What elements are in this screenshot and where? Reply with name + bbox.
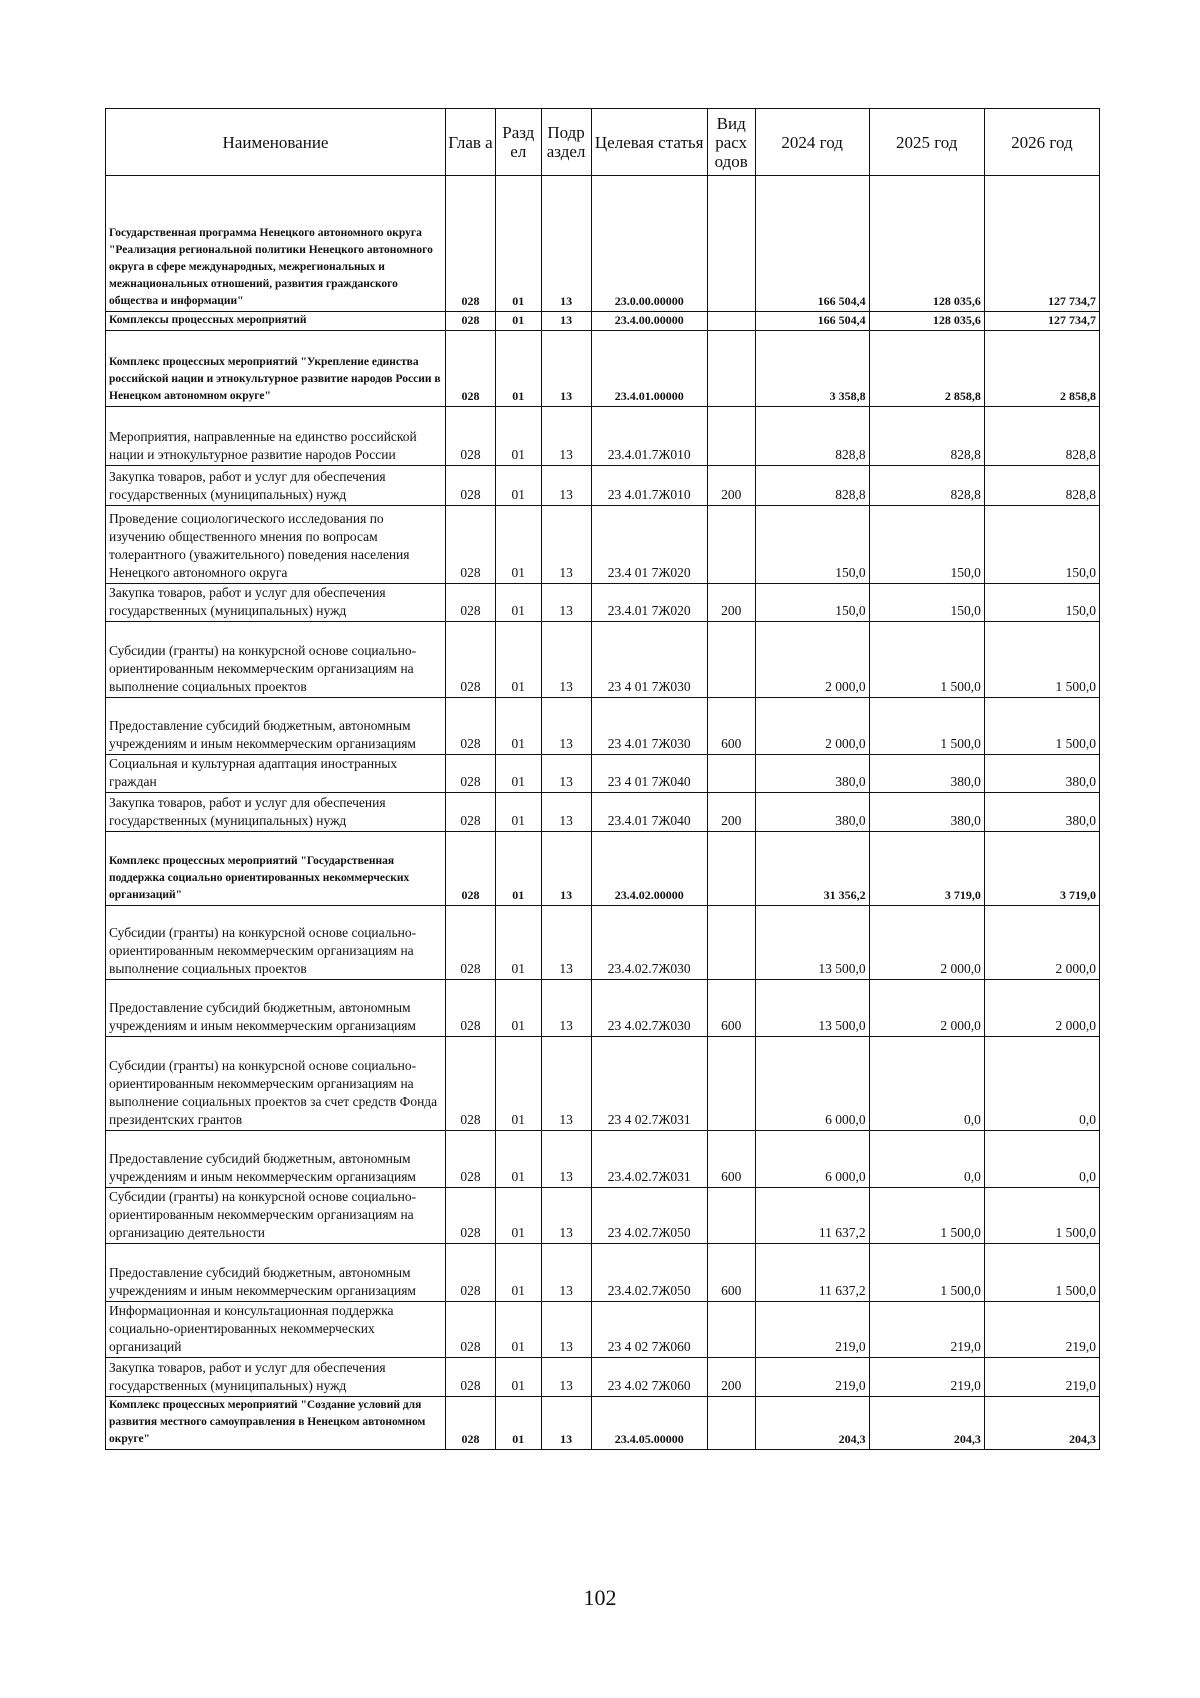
cell-glava: 028	[446, 1131, 496, 1188]
cell-expense-type	[707, 1188, 755, 1244]
cell-article: 23.4.05.00000	[591, 1397, 707, 1450]
cell-glava: 028	[446, 1037, 496, 1131]
cell-2025: 128 035,6	[869, 176, 984, 312]
cell-podrazdel: 13	[541, 312, 591, 331]
cell-2025: 2 000,0	[869, 980, 984, 1037]
cell-article: 23 4.02.7Ж050	[591, 1188, 707, 1244]
cell-razdel: 01	[495, 622, 541, 698]
cell-2025: 3 719,0	[869, 832, 984, 906]
table-row	[106, 1358, 1100, 1397]
table-row	[106, 506, 1100, 584]
cell-expense-type	[707, 407, 755, 466]
cell-2025: 1 500,0	[869, 622, 984, 698]
cell-expense-type	[707, 506, 755, 584]
cell-2025: 1 500,0	[869, 1244, 984, 1302]
header-article: Целевая статья	[591, 109, 707, 176]
table-row	[106, 793, 1100, 832]
cell-2025: 380,0	[869, 793, 984, 832]
cell-2026: 3 719,0	[984, 832, 1099, 906]
cell-podrazdel: 13	[541, 622, 591, 698]
table-row	[106, 980, 1100, 1037]
cell-glava: 028	[446, 1397, 496, 1450]
cell-podrazdel: 13	[541, 506, 591, 584]
cell-2024: 219,0	[755, 1358, 869, 1397]
cell-razdel: 01	[495, 1358, 541, 1397]
cell-glava: 028	[446, 755, 496, 793]
cell-expense-type: 600	[707, 980, 755, 1037]
table-row	[106, 755, 1100, 793]
cell-expense-type: 200	[707, 466, 755, 506]
table-row	[106, 176, 1100, 312]
cell-2024: 11 637,2	[755, 1244, 869, 1302]
cell-name: Комплексы процессных мероприятий	[106, 312, 446, 331]
cell-2024: 3 358,8	[755, 331, 869, 407]
cell-podrazdel: 13	[541, 1397, 591, 1450]
cell-name: Закупка товаров, работ и услуг для обеспечения государственных (муниципальных) нужд	[106, 466, 446, 506]
cell-article: 23.4 01 7Ж020	[591, 506, 707, 584]
cell-2024: 828,8	[755, 407, 869, 466]
cell-2024: 13 500,0	[755, 906, 869, 980]
cell-podrazdel: 13	[541, 331, 591, 407]
cell-podrazdel: 13	[541, 466, 591, 506]
cell-2024: 150,0	[755, 506, 869, 584]
cell-2026: 204,3	[984, 1397, 1099, 1450]
table-row	[106, 1131, 1100, 1188]
cell-expense-type: 200	[707, 793, 755, 832]
cell-podrazdel: 13	[541, 980, 591, 1037]
cell-article: 23.4.02.00000	[591, 832, 707, 906]
cell-article: 23 4 02 7Ж060	[591, 1302, 707, 1358]
table-row	[106, 584, 1100, 622]
cell-expense-type	[707, 1302, 755, 1358]
cell-glava: 028	[446, 584, 496, 622]
cell-name: Комплекс процессных мероприятий "Укрепление единства российской нации и этнокультурное развитие народов России в Ненецком автономном округе"	[106, 331, 446, 407]
cell-name: Информационная и консультационная поддержка социально-ориентированных некоммерческих организаций	[106, 1302, 446, 1358]
cell-name: Субсидии (гранты) на конкурсной основе социально-ориентированным некоммерческим организациям на выполнение социальных проектов	[106, 906, 446, 980]
cell-name: Субсидии (гранты) на конкурсной основе социально-ориентированным некоммерческим организациям на выполнение социальных проектов за счет средств Фонда президентских грантов	[106, 1037, 446, 1131]
cell-article: 23.4.02.7Ж031	[591, 1131, 707, 1188]
table-row	[106, 466, 1100, 506]
cell-razdel: 01	[495, 1302, 541, 1358]
table-row	[106, 1302, 1100, 1358]
cell-2025: 1 500,0	[869, 698, 984, 755]
table-row	[106, 698, 1100, 755]
header-2026: 2026 год	[984, 109, 1099, 176]
header-glava: Глав а	[446, 109, 496, 176]
cell-expense-type: 600	[707, 698, 755, 755]
cell-razdel: 01	[495, 906, 541, 980]
cell-podrazdel: 13	[541, 1037, 591, 1131]
cell-article: 23.4.01.7Ж010	[591, 407, 707, 466]
cell-article: 23 4.02 7Ж060	[591, 1358, 707, 1397]
cell-2024: 6 000,0	[755, 1037, 869, 1131]
cell-2024: 6 000,0	[755, 1131, 869, 1188]
cell-name: Закупка товаров, работ и услуг для обеспечения государственных (муниципальных) нужд	[106, 1358, 446, 1397]
cell-2024: 2 000,0	[755, 698, 869, 755]
cell-2026: 1 500,0	[984, 1188, 1099, 1244]
cell-2025: 150,0	[869, 506, 984, 584]
cell-glava: 028	[446, 698, 496, 755]
cell-2025: 204,3	[869, 1397, 984, 1450]
cell-article: 23.4.01 7Ж020	[591, 584, 707, 622]
cell-2026: 127 734,7	[984, 176, 1099, 312]
table-row	[106, 1244, 1100, 1302]
cell-2024: 13 500,0	[755, 980, 869, 1037]
table-row	[106, 312, 1100, 331]
cell-razdel: 01	[495, 1397, 541, 1450]
cell-podrazdel: 13	[541, 1244, 591, 1302]
cell-2025: 0,0	[869, 1131, 984, 1188]
cell-2026: 0,0	[984, 1037, 1099, 1131]
cell-podrazdel: 13	[541, 1131, 591, 1188]
cell-article: 23.4.02.7Ж050	[591, 1244, 707, 1302]
cell-glava: 028	[446, 176, 496, 312]
cell-2025: 828,8	[869, 407, 984, 466]
header-expense-type: Вид расх одов	[707, 109, 755, 176]
table-row	[106, 1037, 1100, 1131]
header-2025: 2025 год	[869, 109, 984, 176]
cell-name: Комплекс процессных мероприятий "Государственная поддержка социально ориентированных некоммерческих организаций"	[106, 832, 446, 906]
cell-name: Субсидии (гранты) на конкурсной основе социально-ориентированным некоммерческим организациям на организацию деятельности	[106, 1188, 446, 1244]
cell-2024: 380,0	[755, 793, 869, 832]
cell-2026: 380,0	[984, 755, 1099, 793]
cell-podrazdel: 13	[541, 407, 591, 466]
cell-name: Предоставление субсидий бюджетным, автономным учреждениям и иным некоммерческим организациям	[106, 698, 446, 755]
cell-2025: 128 035,6	[869, 312, 984, 331]
cell-article: 23 4.02.7Ж030	[591, 980, 707, 1037]
cell-expense-type	[707, 312, 755, 331]
cell-name: Предоставление субсидий бюджетным, автономным учреждениям и иным некоммерческим организациям	[106, 1131, 446, 1188]
cell-name: Комплекс процессных мероприятий "Создание условий для развития местного самоуправления в Ненецком автономном округе"	[106, 1397, 446, 1450]
cell-razdel: 01	[495, 466, 541, 506]
cell-glava: 028	[446, 622, 496, 698]
cell-article: 23.4.01.00000	[591, 331, 707, 407]
cell-article: 23 4 02.7Ж031	[591, 1037, 707, 1131]
cell-expense-type: 600	[707, 1244, 755, 1302]
cell-name: Предоставление субсидий бюджетным, автономным учреждениям и иным некоммерческим организациям	[106, 1244, 446, 1302]
cell-2024: 828,8	[755, 466, 869, 506]
cell-expense-type: 600	[707, 1131, 755, 1188]
cell-2024: 166 504,4	[755, 176, 869, 312]
cell-expense-type	[707, 1397, 755, 1450]
cell-expense-type	[707, 331, 755, 407]
cell-razdel: 01	[495, 698, 541, 755]
cell-2026: 0,0	[984, 1131, 1099, 1188]
cell-expense-type	[707, 832, 755, 906]
cell-glava: 028	[446, 331, 496, 407]
cell-glava: 028	[446, 312, 496, 331]
cell-name: Проведение социологического исследования по изучению общественного мнения по вопросам толерантного (уважительного) поведения населения Ненецкого автономного округа	[106, 506, 446, 584]
cell-2025: 0,0	[869, 1037, 984, 1131]
table-row	[106, 331, 1100, 407]
cell-2026: 150,0	[984, 584, 1099, 622]
cell-expense-type	[707, 622, 755, 698]
cell-expense-type	[707, 1037, 755, 1131]
cell-glava: 028	[446, 832, 496, 906]
cell-article: 23.0.00.00000	[591, 176, 707, 312]
cell-razdel: 01	[495, 331, 541, 407]
cell-article: 23.4.02.7Ж030	[591, 906, 707, 980]
cell-2024: 204,3	[755, 1397, 869, 1450]
cell-razdel: 01	[495, 980, 541, 1037]
cell-name: Предоставление субсидий бюджетным, автономным учреждениям и иным некоммерческим организациям	[106, 980, 446, 1037]
cell-glava: 028	[446, 906, 496, 980]
cell-2026: 2 858,8	[984, 331, 1099, 407]
cell-name: Государственная программа Ненецкого автономного округа "Реализация региональной политики Ненецкого автономного округа в сфере международных, межрегиональных и межнациональных отношений, развития гражданского общества и информации"	[106, 176, 446, 312]
cell-podrazdel: 13	[541, 698, 591, 755]
cell-2026: 1 500,0	[984, 1244, 1099, 1302]
cell-glava: 028	[446, 980, 496, 1037]
cell-2024: 166 504,4	[755, 312, 869, 331]
cell-podrazdel: 13	[541, 1302, 591, 1358]
cell-2024: 11 637,2	[755, 1188, 869, 1244]
cell-2026: 828,8	[984, 466, 1099, 506]
cell-podrazdel: 13	[541, 584, 591, 622]
cell-expense-type: 200	[707, 1358, 755, 1397]
cell-name: Закупка товаров, работ и услуг для обеспечения государственных (муниципальных) нужд	[106, 584, 446, 622]
cell-razdel: 01	[495, 755, 541, 793]
cell-article: 23.4.00.00000	[591, 312, 707, 331]
header-razdel: Разд ел	[495, 109, 541, 176]
cell-article: 23 4.01 7Ж030	[591, 698, 707, 755]
cell-razdel: 01	[495, 793, 541, 832]
cell-podrazdel: 13	[541, 176, 591, 312]
cell-2025: 219,0	[869, 1302, 984, 1358]
cell-2026: 828,8	[984, 407, 1099, 466]
cell-razdel: 01	[495, 506, 541, 584]
table-row	[106, 906, 1100, 980]
cell-razdel: 01	[495, 1131, 541, 1188]
cell-podrazdel: 13	[541, 755, 591, 793]
cell-name: Социальная и культурная адаптация иностранных граждан	[106, 755, 446, 793]
cell-2026: 2 000,0	[984, 906, 1099, 980]
cell-expense-type	[707, 755, 755, 793]
budget-table	[105, 108, 1100, 1450]
cell-2025: 150,0	[869, 584, 984, 622]
cell-2026: 219,0	[984, 1302, 1099, 1358]
cell-2024: 150,0	[755, 584, 869, 622]
cell-name: Закупка товаров, работ и услуг для обеспечения государственных (муниципальных) нужд	[106, 793, 446, 832]
cell-glava: 028	[446, 793, 496, 832]
cell-2026: 2 000,0	[984, 980, 1099, 1037]
cell-podrazdel: 13	[541, 793, 591, 832]
table-row	[106, 832, 1100, 906]
cell-2025: 2 858,8	[869, 331, 984, 407]
cell-article: 23 4 01 7Ж030	[591, 622, 707, 698]
cell-2024: 219,0	[755, 1302, 869, 1358]
table-row	[106, 1188, 1100, 1244]
cell-glava: 028	[446, 1358, 496, 1397]
cell-razdel: 01	[495, 176, 541, 312]
cell-glava: 028	[446, 1188, 496, 1244]
header-2024: 2024 год	[755, 109, 869, 176]
cell-glava: 028	[446, 466, 496, 506]
cell-2026: 1 500,0	[984, 698, 1099, 755]
cell-2026: 1 500,0	[984, 622, 1099, 698]
cell-podrazdel: 13	[541, 832, 591, 906]
table-row	[106, 1397, 1100, 1450]
cell-article: 23.4.01 7Ж040	[591, 793, 707, 832]
cell-2025: 2 000,0	[869, 906, 984, 980]
cell-2024: 31 356,2	[755, 832, 869, 906]
cell-2025: 219,0	[869, 1358, 984, 1397]
cell-article: 23 4.01.7Ж010	[591, 466, 707, 506]
cell-expense-type	[707, 176, 755, 312]
cell-2024: 2 000,0	[755, 622, 869, 698]
cell-glava: 028	[446, 1302, 496, 1358]
budget-table-container	[105, 108, 1100, 1450]
cell-2026: 127 734,7	[984, 312, 1099, 331]
cell-glava: 028	[446, 1244, 496, 1302]
page-number: 102	[583, 1585, 617, 1610]
table-row	[106, 622, 1100, 698]
cell-expense-type: 200	[707, 584, 755, 622]
cell-razdel: 01	[495, 1244, 541, 1302]
cell-article: 23 4 01 7Ж040	[591, 755, 707, 793]
table-header-row	[106, 109, 1100, 176]
budget-table-body	[106, 176, 1100, 1450]
cell-podrazdel: 13	[541, 906, 591, 980]
cell-name: Субсидии (гранты) на конкурсной основе социально-ориентированным некоммерческим организациям на выполнение социальных проектов	[106, 622, 446, 698]
header-name: Наименование	[106, 109, 446, 176]
cell-razdel: 01	[495, 584, 541, 622]
cell-podrazdel: 13	[541, 1358, 591, 1397]
cell-2026: 380,0	[984, 793, 1099, 832]
cell-glava: 028	[446, 407, 496, 466]
cell-2025: 828,8	[869, 466, 984, 506]
cell-2026: 150,0	[984, 506, 1099, 584]
cell-name: Мероприятия, направленные на единство российской нации и этнокультурное развитие народов России	[106, 407, 446, 466]
cell-2026: 219,0	[984, 1358, 1099, 1397]
cell-razdel: 01	[495, 312, 541, 331]
cell-2025: 380,0	[869, 755, 984, 793]
header-podrazdel: Подр аздел	[541, 109, 591, 176]
cell-razdel: 01	[495, 832, 541, 906]
cell-glava: 028	[446, 506, 496, 584]
cell-expense-type	[707, 906, 755, 980]
cell-2024: 380,0	[755, 755, 869, 793]
cell-razdel: 01	[495, 1037, 541, 1131]
cell-razdel: 01	[495, 1188, 541, 1244]
cell-podrazdel: 13	[541, 1188, 591, 1244]
cell-razdel: 01	[495, 407, 541, 466]
table-row	[106, 407, 1100, 466]
cell-2025: 1 500,0	[869, 1188, 984, 1244]
